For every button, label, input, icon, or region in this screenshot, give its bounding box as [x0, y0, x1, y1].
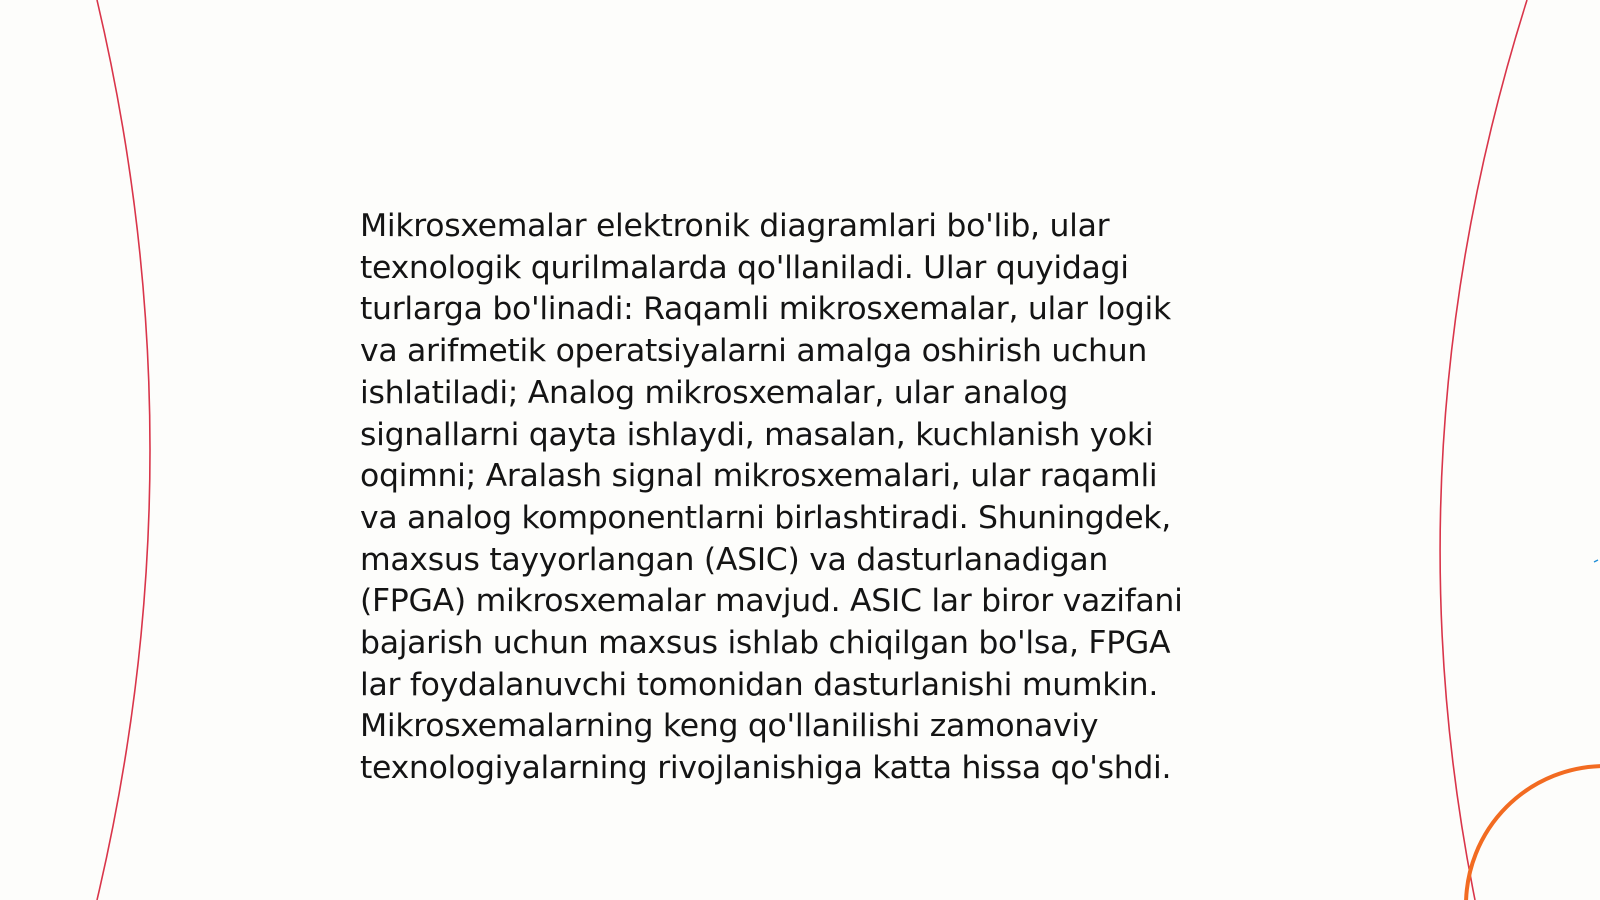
orange-arc	[1466, 766, 1600, 900]
body-text	[360, 206, 1240, 790]
text-line: lar foydalanuvchi tomonidan dasturlanishi mumkin.	[360, 666, 1159, 703]
text-line: (FPGA) mikrosxemalar mavjud. ASIC lar biror vazifani	[360, 583, 1183, 620]
text-line: signallarni qayta ishlaydi, masalan, kuchlanish yoki	[360, 416, 1154, 453]
text-line: Mikrosxemalar elektronik diagramlari bo'lib, ular	[360, 208, 1110, 244]
text-line: oqimni; Aralash signal mikrosxemalari, ular raqamli	[360, 458, 1158, 495]
text-line: maxsus tayyorlangan (ASIC) va dasturlanadigan	[360, 541, 1109, 578]
edge-tick-mark	[1594, 560, 1598, 562]
text-line: va arifmetik operatsiyalarni amalga oshirish uchun	[360, 333, 1148, 370]
text-line: Mikrosxemalarning keng qo'llanilishi zamonaviy	[360, 708, 1099, 745]
text-line: turlarga bo'linadi: Raqamli mikrosxemalar, ular logik	[360, 291, 1171, 328]
left-curve-line	[97, 0, 150, 900]
text-line: va analog komponentlarni birlashtiradi. Shuningdek,	[360, 499, 1171, 536]
right-curve-line	[1440, 0, 1527, 900]
text-line: texnologiyalarning rivojlanishiga katta hissa qo'shdi.	[360, 750, 1172, 787]
text-line: ishlatiladi; Analog mikrosxemalar, ular analog	[360, 374, 1069, 411]
text-line: bajarish uchun maxsus ishlab chiqilgan bo'lsa, FPGA	[360, 625, 1171, 662]
text-line: texnologik qurilmalarda qo'llaniladi. Ular quyidagi	[360, 249, 1129, 286]
